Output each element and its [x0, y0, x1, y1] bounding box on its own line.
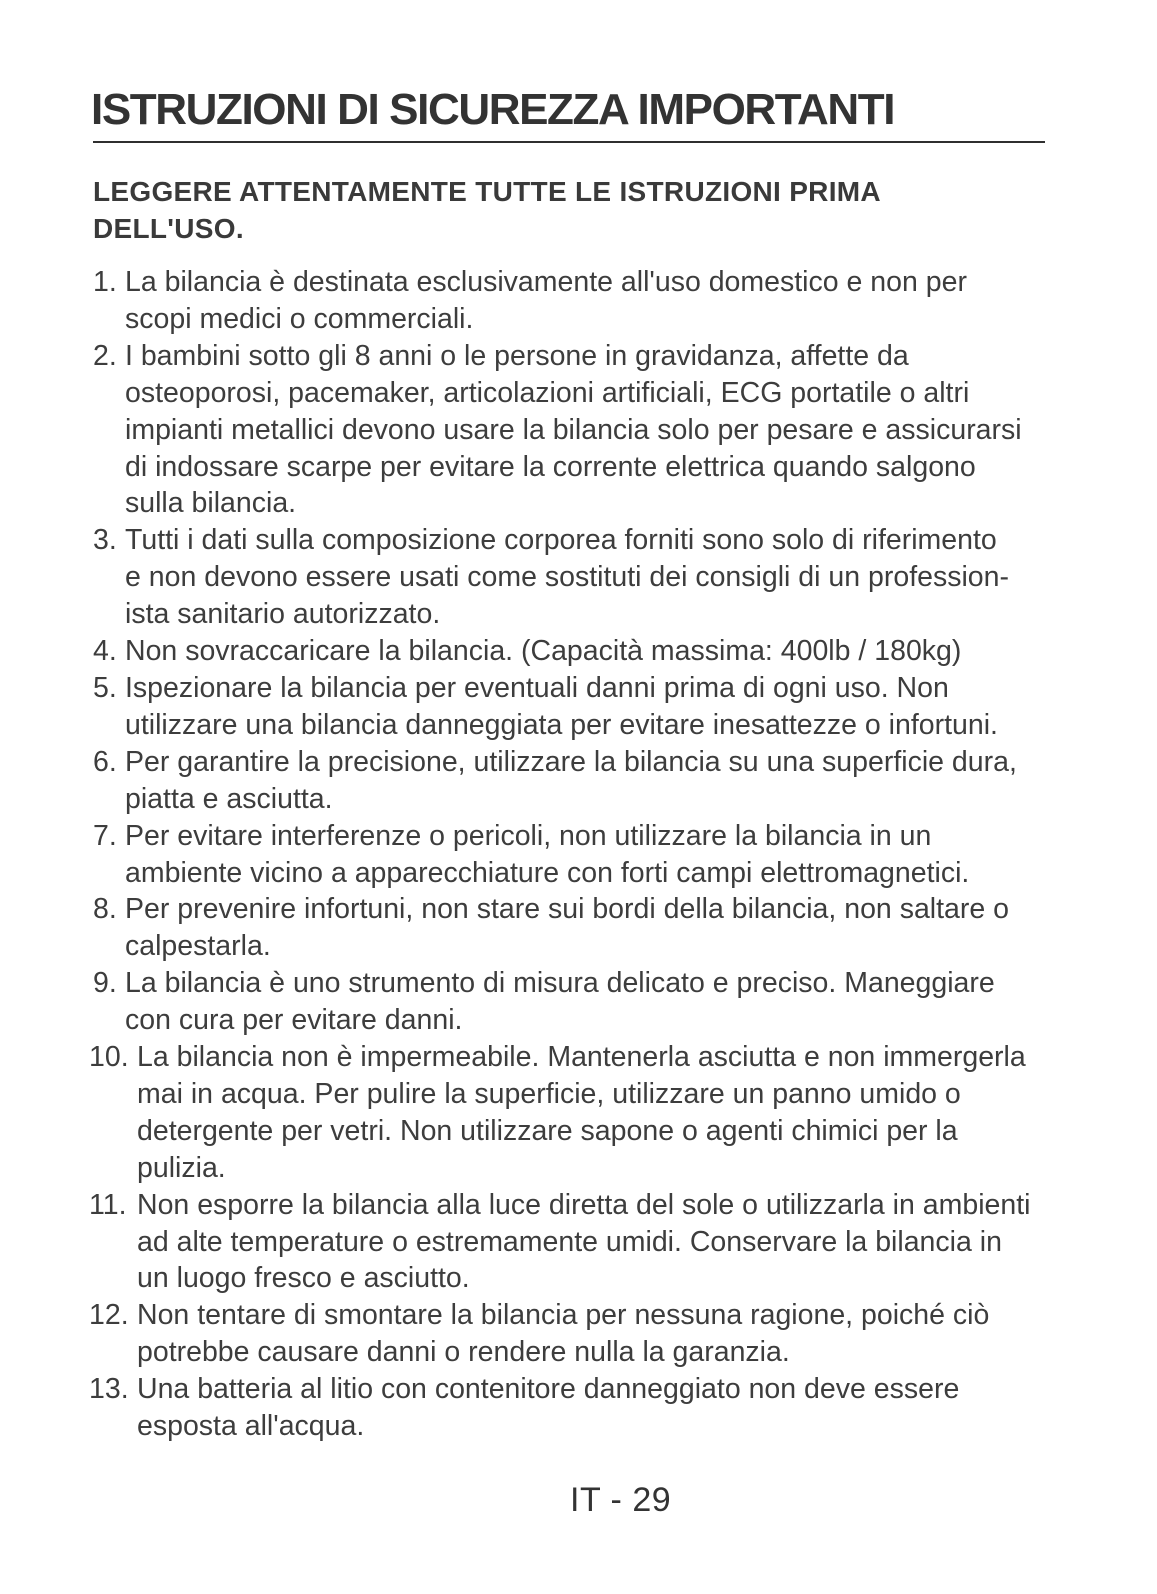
safety-instruction-item [93, 633, 1030, 670]
item-line: La bilancia non è impermeabile. Mantenerla asciutta e non immergerla [137, 1041, 1026, 1074]
safety-instruction-item [93, 891, 1030, 965]
item-line: piatta e asciutta. [125, 782, 333, 815]
subheading-line: LEGGERE ATTENTAMENTE TUTTE LE ISTRUZIONI PRIMA [93, 176, 881, 207]
item-number: 1. [93, 266, 117, 298]
item-line: pulizia. [137, 1151, 226, 1184]
subheading [93, 173, 881, 247]
item-number: 10. [89, 1041, 129, 1074]
item-line: Ispezionare la bilancia per eventuali danni prima di ogni uso. Non [125, 671, 949, 704]
safety-instructions-list [89, 264, 1031, 1445]
safety-instruction-item [93, 670, 1030, 744]
item-number: 6. [93, 745, 117, 778]
item-number: 3. [93, 524, 117, 557]
item-line: Per evitare interferenze o pericoli, non utilizzare la bilancia in un [125, 819, 932, 852]
safety-instruction-item [89, 1371, 1030, 1445]
item-number: 9. [93, 967, 117, 1000]
item-number: 2. [93, 339, 117, 372]
subheading-line: DELL'USO. [93, 213, 244, 244]
item-line: Una batteria al litio con contenitore danneggiato non deve essere [137, 1373, 960, 1406]
item-line: osteoporosi, pacemaker, articolazioni artificiali, ECG portatile o altri [125, 376, 970, 409]
item-number: 13. [89, 1373, 129, 1406]
item-line: Non esporre la bilancia alla luce diretta del sole o utilizzarla in ambienti [137, 1188, 1031, 1221]
safety-instruction-item [89, 1297, 1030, 1371]
item-line: impianti metallici devono usare la bilancia solo per pesare e assicurarsi [125, 413, 1022, 446]
safety-instruction-item [89, 1187, 1031, 1298]
item-line: e non devono essere usati come sostituti dei consigli di un profession- [125, 561, 1010, 594]
safety-instruction-item [93, 264, 1030, 338]
safety-instruction-item [89, 1039, 1030, 1187]
safety-instruction-item [93, 965, 1030, 1039]
item-number: 7. [93, 819, 117, 852]
item-line: calpestarla. [125, 930, 271, 963]
safety-instruction-item [93, 522, 1030, 633]
item-line: scopi medici o commerciali. [125, 302, 474, 335]
item-line: La bilancia è uno strumento di misura delicato e preciso. Maneggiare [125, 967, 995, 1000]
item-line: Per prevenire infortuni, non stare sui bordi della bilancia, non saltare o [125, 893, 1010, 926]
item-line: sulla bilancia. [125, 487, 297, 520]
item-number: 8. [93, 893, 117, 926]
safety-instruction-item [93, 818, 1030, 892]
title-underline [93, 141, 1045, 143]
item-line: Tutti i dati sulla composizione corporea forniti sono solo di riferimento [125, 524, 997, 557]
page-number: IT - 29 [570, 1481, 672, 1519]
item-line: detergente per vetri. Non utilizzare sapone o agenti chimici per la [137, 1114, 958, 1147]
item-line: ista sanitario autorizzato. [125, 598, 441, 631]
item-line: La bilancia è destinata esclusivamente all'uso domestico e non per [125, 266, 967, 298]
safety-instruction-item [93, 338, 1030, 523]
item-line: un luogo fresco e asciutto. [137, 1262, 470, 1295]
item-number: 5. [93, 671, 117, 704]
item-line: potrebbe causare danni o rendere nulla la garanzia. [137, 1336, 790, 1369]
item-line: Non sovraccaricare la bilancia. (Capacità massima: 400lb / 180kg) [125, 635, 962, 668]
item-line: ad alte temperature o estremamente umidi. Conservare la bilancia in [137, 1225, 1002, 1258]
item-line: Non tentare di smontare la bilancia per nessuna ragione, poiché ciò [137, 1299, 990, 1332]
item-line: mai in acqua. Per pulire la superficie, utilizzare un panno umido o [137, 1077, 961, 1110]
item-number: 11. [89, 1188, 127, 1221]
item-number: 12. [89, 1299, 129, 1332]
item-line: I bambini sotto gli 8 anni o le persone in gravidanza, affette da [125, 339, 909, 372]
item-line: Per garantire la precisione, utilizzare la bilancia su una superficie dura, [125, 745, 1017, 778]
item-line: con cura per evitare danni. [125, 1004, 463, 1037]
item-number: 4. [93, 635, 117, 668]
item-line: esposta all'acqua. [137, 1410, 365, 1443]
item-line: utilizzare una bilancia danneggiata per evitare inesattezze o infortuni. [125, 708, 998, 741]
page-title: ISTRUZIONI DI SICUREZZA IMPORTANTI [91, 85, 895, 134]
item-line: di indossare scarpe per evitare la corrente elettrica quando salgono [125, 450, 976, 483]
safety-instruction-item [93, 744, 1030, 818]
item-line: ambiente vicino a apparecchiature con forti campi elettromagnetici. [125, 856, 970, 889]
